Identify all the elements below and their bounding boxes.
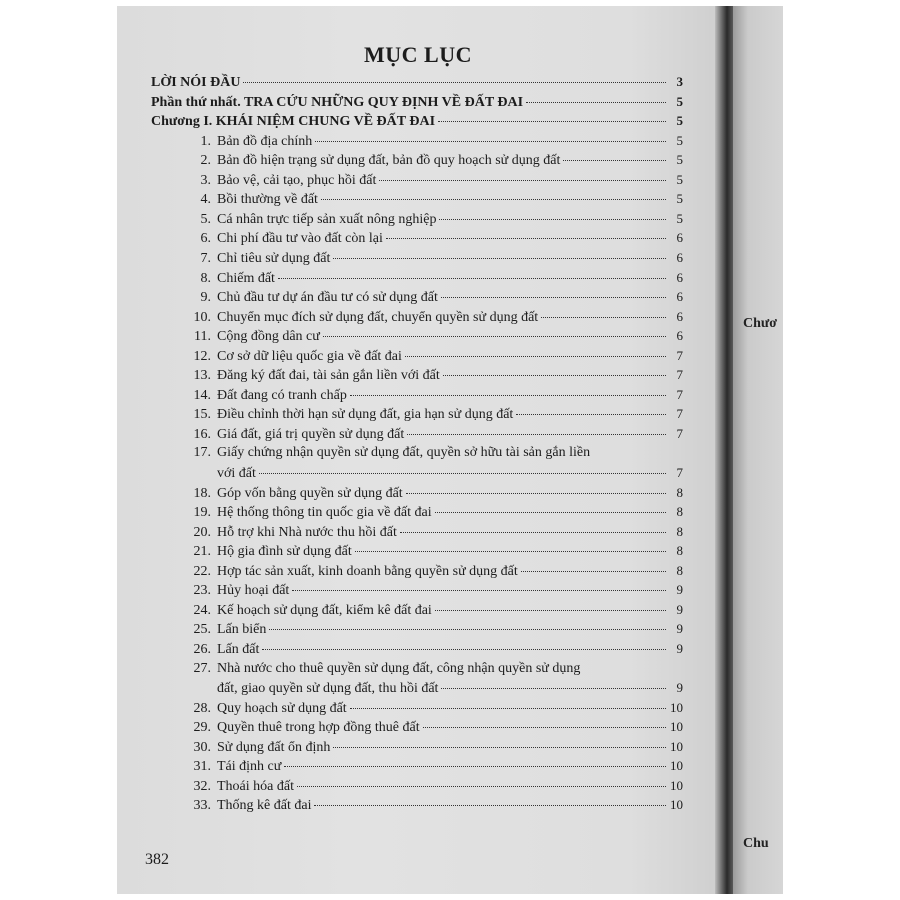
dot-leader: [526, 102, 666, 103]
dot-leader: [521, 571, 666, 572]
toc-entry-text: Chiếm đất: [217, 270, 275, 286]
toc-entry: [185, 778, 683, 796]
toc-entry-text: Quyền thuê trong hợp đồng thuê đất: [217, 720, 420, 736]
toc-page-number: 10: [670, 738, 683, 754]
dot-leader: [379, 180, 666, 181]
toc-page-number: 10: [670, 719, 683, 735]
dot-leader: [439, 219, 666, 220]
toc-page-number: 7: [676, 406, 683, 422]
toc-page-number: 10: [670, 758, 683, 774]
toc-entry-text: đất, giao quyền sử dụng đất, thu hồi đất: [217, 681, 439, 697]
toc-page-number: 5: [676, 93, 683, 109]
toc-page-number: 5: [676, 210, 683, 226]
book-gutter: [715, 6, 735, 894]
toc-page-number: 6: [676, 269, 683, 285]
toc-page-number: 8: [676, 504, 683, 520]
toc-entry-number: 22.: [193, 563, 211, 579]
dot-leader: [435, 512, 666, 513]
toc-entry-text: Hợp tác sản xuất, kinh doanh bằng quyền sử dụng đất: [217, 563, 518, 579]
toc-page-number: 7: [676, 465, 683, 480]
toc-entry-number: 6.: [200, 231, 211, 247]
toc-entry-number: 30.: [193, 739, 211, 755]
toc-entry: [185, 328, 683, 346]
toc-entry-number: 8.: [200, 270, 211, 286]
facing-page-heading: Chươ: [743, 316, 778, 331]
toc-page-number: 9: [676, 582, 683, 598]
toc-entry-number: 19.: [193, 505, 211, 521]
toc-page-number: 9: [676, 680, 683, 696]
toc-page-number: 6: [676, 328, 683, 344]
toc-entry-text: Phần thứ nhất. TRA CỨU NHỮNG QUY ĐỊNH VỀ ĐẤT ĐAI: [151, 94, 524, 110]
toc-section-heading: [151, 94, 683, 112]
toc-entry-text: Nhà nước cho thuê quyền sử dụng đất, công nhận quyền sử dụng: [217, 660, 581, 676]
toc-entry-number: 18.: [193, 485, 211, 501]
toc-entry-text: Bản đồ địa chính: [217, 133, 313, 149]
toc-entry-number: 33.: [193, 798, 211, 814]
toc-entry: [185, 563, 683, 581]
toc-entry-number: 20.: [193, 524, 211, 540]
toc-page-number: 7: [676, 367, 683, 383]
toc-page-number: 6: [676, 249, 683, 265]
toc-entry-number: 25.: [193, 622, 211, 638]
toc-entry: [185, 230, 683, 248]
toc-entry-text: Hộ gia đình sử dụng đất: [217, 544, 352, 560]
toc-page-number: 5: [676, 113, 683, 129]
toc-entry-number: 27.: [193, 660, 211, 676]
toc-entry-text: Hủy hoại đất: [217, 583, 290, 599]
toc-entry-text: Quy hoạch sử dụng đất: [217, 700, 347, 716]
toc-entry: [185, 621, 683, 639]
toc-entry-text: Chuyển mục đích sử dụng đất, chuyển quyền sử dụng đất: [217, 309, 539, 325]
toc-entry: [185, 758, 683, 776]
toc-entry-text: Chi phí đầu tư vào đất còn lại: [217, 231, 383, 247]
toc-page-number: 7: [676, 425, 683, 441]
dot-leader: [441, 297, 666, 298]
toc-page-number: 6: [676, 308, 683, 324]
toc-entry-number: 10.: [193, 309, 211, 325]
dot-leader: [406, 493, 666, 494]
toc-entry-number: 13.: [193, 368, 211, 384]
dot-leader: [435, 610, 666, 611]
dot-leader: [333, 747, 666, 748]
toc-entry: [185, 172, 683, 190]
toc-entry-number: 14.: [193, 387, 211, 403]
toc-entry: [185, 289, 683, 307]
toc-entry-text: Hệ thống thông tin quốc gia về đất đai: [217, 505, 432, 521]
toc-entry-text: Bảo vệ, cải tạo, phục hồi đất: [217, 172, 377, 188]
toc-entry: [185, 250, 683, 268]
toc-page-number: 8: [676, 543, 683, 559]
toc-entry-text: Bản đồ hiện trạng sử dụng đất, bản đồ quy hoạch sử dụng đất: [217, 153, 561, 169]
toc-entry-text: Tái định cư: [217, 759, 282, 775]
toc-entry: [185, 739, 683, 757]
toc-entry-text: Lấn đất: [217, 641, 260, 657]
toc-entry-text: Điều chỉnh thời hạn sử dụng đất, gia hạn sử dụng đất: [217, 407, 514, 423]
toc-page-number: 9: [676, 621, 683, 637]
toc-page-number: 8: [676, 484, 683, 500]
dot-leader: [284, 766, 666, 767]
toc-entry: [185, 524, 683, 542]
facing-page-heading: Chu: [743, 836, 769, 851]
toc-entry-number: 3.: [200, 172, 211, 188]
toc-page-number: 9: [676, 640, 683, 656]
toc-entry: [185, 797, 683, 815]
toc-entry-number: 16.: [193, 426, 211, 442]
toc-entry-number: 12.: [193, 348, 211, 364]
toc-entry: [185, 367, 683, 385]
toc-page-number: 10: [670, 777, 683, 793]
dot-leader: [350, 395, 666, 396]
dot-leader: [386, 238, 666, 239]
toc-entry-number: 29.: [193, 720, 211, 736]
toc-entry-text: Đăng ký đất đai, tài sản gắn liền với đất: [217, 368, 440, 384]
toc-page-number: 5: [676, 152, 683, 168]
toc-entry-text: Giấy chứng nhận quyền sử dụng đất, quyền sở hữu tài sản gắn liền: [217, 445, 591, 461]
toc-section-heading: [151, 74, 683, 92]
toc-page-number: 7: [676, 347, 683, 363]
toc-entry: [185, 270, 683, 288]
toc-entry-text: Cộng đồng dân cư: [217, 329, 320, 345]
toc-entry-number: 5.: [200, 211, 211, 227]
toc-entry-number: 28.: [193, 700, 211, 716]
toc-entry: [185, 133, 683, 151]
toc-entry-number: 24.: [193, 602, 211, 618]
toc-entry-text: Sử dụng đất ổn định: [217, 739, 331, 755]
toc-entry: [185, 700, 683, 718]
dot-leader: [400, 532, 666, 533]
toc-entry-number: 9.: [200, 290, 211, 306]
dot-leader: [423, 727, 666, 728]
photo-frame: [117, 6, 783, 894]
toc-entry-text: Chương I. KHÁI NIỆM CHUNG VỀ ĐẤT ĐAI: [151, 114, 436, 130]
toc-entry-text: Giá đất, giá trị quyền sử dụng đất: [217, 426, 405, 442]
dot-leader: [355, 551, 666, 552]
dot-leader: [323, 336, 666, 337]
dot-leader: [262, 649, 666, 650]
toc-entry: [185, 406, 683, 424]
book-page: [117, 6, 719, 894]
toc-page-number: 5: [676, 191, 683, 207]
toc-page-number: 5: [676, 171, 683, 187]
toc-entry: [185, 152, 683, 170]
toc-entry-number: 23.: [193, 583, 211, 599]
toc-entry-text: Bồi thường về đất: [217, 192, 318, 208]
dot-leader: [541, 317, 666, 318]
toc-entry-text: Thống kê đất đai: [217, 798, 312, 814]
toc-entry: [185, 543, 683, 561]
toc-entry-text: Lấn biển: [217, 622, 267, 638]
toc-entry-text: Kế hoạch sử dụng đất, kiểm kê đất đai: [217, 602, 432, 618]
toc-entry-number: 17.: [193, 445, 211, 461]
toc-entry-text: Cá nhân trực tiếp sản xuất nông nghiệp: [217, 211, 437, 227]
dot-leader: [350, 708, 666, 709]
toc-page-number: 9: [676, 601, 683, 617]
toc-entry-text: Cơ sở dữ liệu quốc gia về đất đai: [217, 348, 402, 364]
toc-page-number: 8: [676, 523, 683, 539]
toc-entry: [185, 191, 683, 209]
dot-leader: [292, 590, 666, 591]
toc-entry-number: 21.: [193, 544, 211, 560]
toc-entry-text: với đất: [217, 466, 256, 481]
toc-page-number: 10: [670, 699, 683, 715]
dot-leader: [259, 473, 666, 474]
dot-leader: [405, 356, 666, 357]
dot-leader: [438, 121, 666, 122]
dot-leader: [333, 258, 666, 259]
toc-entry-number: 1.: [200, 133, 211, 149]
toc-entry-number: 2.: [200, 153, 211, 169]
toc-entry: [185, 426, 683, 444]
toc-entry: [185, 680, 683, 698]
toc-page-number: 8: [676, 562, 683, 578]
toc-entry-text-line: [185, 445, 590, 461]
facing-page-edge: [733, 6, 783, 894]
toc-entry-text: Chỉ tiêu sử dụng đất: [217, 250, 331, 266]
dot-leader: [443, 375, 666, 376]
toc-page-number: 7: [676, 386, 683, 402]
dot-leader: [278, 278, 666, 279]
dot-leader: [516, 414, 666, 415]
dot-leader: [315, 141, 666, 142]
toc-page-number: 6: [676, 230, 683, 246]
toc-entry-number: 7.: [200, 250, 211, 266]
toc-entry: [185, 602, 683, 620]
toc-page-number: 6: [676, 289, 683, 305]
dot-leader: [314, 805, 666, 806]
page-number: 382: [145, 851, 169, 868]
toc-entry-number: 31.: [193, 759, 211, 775]
toc-entry-number: 32.: [193, 778, 211, 794]
toc-entry-text: Đất đang có tranh chấp: [217, 387, 347, 403]
toc-entry: [185, 211, 683, 229]
dot-leader: [243, 82, 666, 83]
dot-leader: [297, 786, 666, 787]
toc-entry-text: Chủ đầu tư dự án đầu tư có sử dụng đất: [217, 290, 438, 306]
page-title: MỤC LỤC: [364, 42, 472, 67]
toc-entry-text: Thoái hóa đất: [217, 778, 294, 794]
toc-entry-number: 26.: [193, 641, 211, 657]
dot-leader: [321, 199, 666, 200]
toc-entry: [185, 641, 683, 659]
toc-entry: [185, 582, 683, 600]
toc-page-number: 5: [676, 132, 683, 148]
toc-entry: [185, 387, 683, 405]
toc-entry: [185, 309, 683, 327]
toc-entry-text: LỜI NÓI ĐẦU: [151, 75, 241, 90]
toc-entry: [185, 504, 683, 522]
toc-entry-number: 15.: [193, 407, 211, 423]
dot-leader: [441, 688, 666, 689]
toc-entry: [185, 719, 683, 737]
toc-entry-text: Góp vốn bằng quyền sử dụng đất: [217, 485, 403, 501]
toc-entry-text: Hỗ trợ khi Nhà nước thu hồi đất: [217, 524, 397, 540]
toc-section-heading: [151, 113, 683, 131]
toc-entry: [185, 485, 683, 503]
dot-leader: [269, 629, 666, 630]
toc-page-number: 10: [670, 797, 683, 813]
toc-page-number: 3: [676, 74, 683, 89]
dot-leader: [563, 160, 666, 161]
toc-entry-number: 11.: [194, 329, 211, 345]
toc-entry: [185, 465, 683, 483]
toc-entry-text-line: [185, 661, 580, 677]
toc-entry-number: 4.: [200, 192, 211, 208]
dot-leader: [407, 434, 666, 435]
toc-entry: [185, 348, 683, 366]
